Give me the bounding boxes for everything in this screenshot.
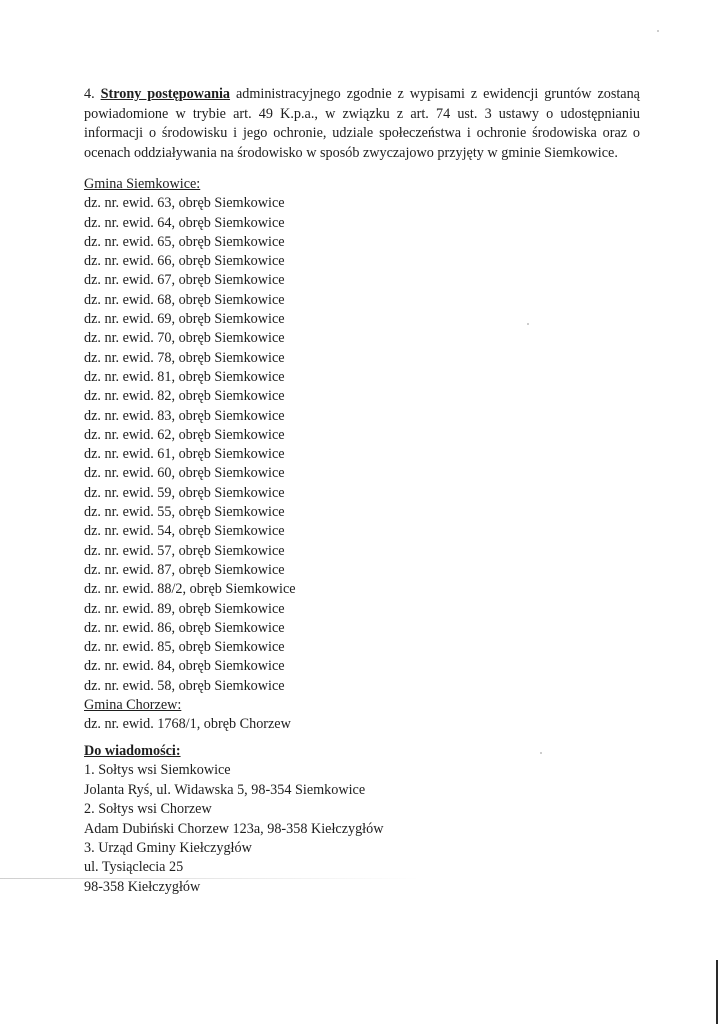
recipient-line: 3. Urząd Gminy Kiełczygłów bbox=[84, 840, 252, 857]
list-item: dz. nr. ewid. 59, obręb Siemkowice bbox=[84, 484, 285, 501]
scan-speck bbox=[657, 30, 659, 32]
paragraph-text: administracyjnego zgodnie z wypisami z ewidencji gruntów zostaną powiadomione w trybie art. 49 K.p.a., w związku z art. 74 ust. 3 ustawy o udostępnianiu informacji o środowisku i jego ochronie, udziale społeczeństwa i ochronie środowiska oraz o ocenach oddziaływania na środowisko w sposób zwyczajowo przyjęty w gminie Siemkowice. bbox=[84, 86, 640, 161]
list-item: dz. nr. ewid. 60, obręb Siemkowice bbox=[84, 465, 285, 482]
list-item: dz. nr. ewid. 78, obręb Siemkowice bbox=[84, 349, 285, 366]
list-item: dz. nr. ewid. 64, obręb Siemkowice bbox=[84, 214, 285, 231]
list-item: dz. nr. ewid. 67, obręb Siemkowice bbox=[84, 272, 285, 289]
list-item: dz. nr. ewid. 63, obręb Siemkowice bbox=[84, 195, 285, 212]
list-item: dz. nr. ewid. 57, obręb Siemkowice bbox=[84, 542, 285, 559]
list-item: dz. nr. ewid. 68, obręb Siemkowice bbox=[84, 291, 285, 308]
list-item: dz. nr. ewid. 58, obręb Siemkowice bbox=[84, 677, 285, 694]
recipient-line: 1. Sołtys wsi Siemkowice bbox=[84, 762, 231, 779]
recipient-line: Adam Dubiński Chorzew 123a, 98-358 Kiełczygłów bbox=[84, 820, 384, 837]
list-item: dz. nr. ewid. 1768/1, obręb Chorzew bbox=[84, 716, 291, 733]
recipient-line: 2. Sołtys wsi Chorzew bbox=[84, 801, 212, 818]
scan-speck bbox=[540, 752, 542, 754]
list-item: dz. nr. ewid. 66, obręb Siemkowice bbox=[84, 253, 285, 270]
list-item: dz. nr. ewid. 55, obręb Siemkowice bbox=[84, 504, 285, 521]
list-item: dz. nr. ewid. 87, obręb Siemkowice bbox=[84, 561, 285, 578]
recipient-line: Jolanta Ryś, ul. Widawska 5, 98-354 Siemkowice bbox=[84, 781, 366, 798]
list-item: dz. nr. ewid. 54, obręb Siemkowice bbox=[84, 523, 285, 540]
parcel-list bbox=[84, 175, 484, 735]
gmina-chorzew-heading: Gmina Chorzew: bbox=[84, 697, 182, 714]
paragraph-bold-phrase: Strony postępowania bbox=[100, 86, 231, 102]
list-item: dz. nr. ewid. 82, obręb Siemkowice bbox=[84, 388, 285, 405]
list-item: dz. nr. ewid. 70, obręb Siemkowice bbox=[84, 330, 285, 347]
do-wiadomosci-heading: Do wiadomości: bbox=[84, 743, 181, 759]
recipient-line: ul. Tysiąclecia 25 bbox=[84, 859, 184, 876]
list-item: dz. nr. ewid. 81, obręb Siemkowice bbox=[84, 368, 285, 385]
list-item: dz. nr. ewid. 62, obręb Siemkowice bbox=[84, 426, 285, 443]
list-item: dz. nr. ewid. 61, obręb Siemkowice bbox=[84, 446, 285, 463]
list-item: dz. nr. ewid. 89, obręb Siemkowice bbox=[84, 600, 285, 617]
list-item: dz. nr. ewid. 83, obręb Siemkowice bbox=[84, 407, 285, 424]
list-item: dz. nr. ewid. 85, obręb Siemkowice bbox=[84, 639, 285, 656]
recipient-line: 98-358 Kiełczygłów bbox=[84, 878, 201, 895]
notice-paragraph bbox=[84, 85, 640, 163]
scan-edge-mark bbox=[716, 960, 718, 1024]
gmina-siemkowice-heading: Gmina Siemkowice: bbox=[84, 176, 201, 192]
paragraph-number: 4. bbox=[84, 86, 95, 102]
list-item: dz. nr. ewid. 88/2, obręb Siemkowice bbox=[84, 581, 296, 598]
list-item: dz. nr. ewid. 69, obręb Siemkowice bbox=[84, 311, 285, 328]
recipients-section bbox=[84, 742, 484, 897]
list-item: dz. nr. ewid. 65, obręb Siemkowice bbox=[84, 233, 285, 250]
scan-artifact-line bbox=[0, 878, 420, 879]
scan-speck bbox=[527, 323, 529, 325]
list-item: dz. nr. ewid. 86, obręb Siemkowice bbox=[84, 619, 285, 636]
list-item: dz. nr. ewid. 84, obręb Siemkowice bbox=[84, 658, 285, 675]
